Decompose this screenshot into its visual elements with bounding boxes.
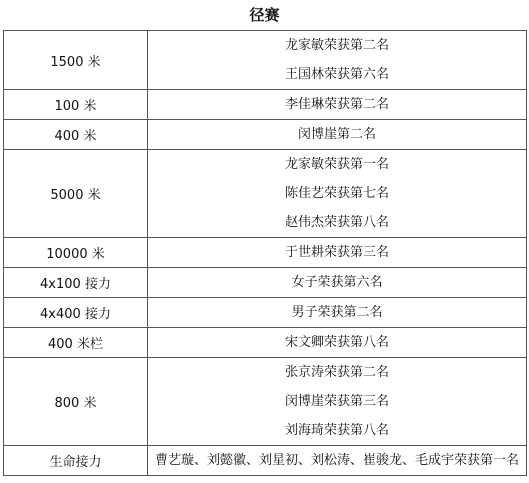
result-cell xyxy=(148,298,527,328)
event-cell: 100 米 xyxy=(4,90,148,120)
result-line: 龙家敏荣获第一名 xyxy=(284,157,389,172)
result-line: 曹艺璇、刘懿徽、刘星初、刘松涛、崔骏龙、毛成宇荣获第一名 xyxy=(154,453,519,468)
result-cell xyxy=(148,31,527,90)
result-cell xyxy=(148,120,527,150)
result-line: 王国林荣获第六名 xyxy=(284,67,389,82)
table-row xyxy=(4,150,527,238)
event-cell: 400 米栏 xyxy=(4,328,148,358)
event-cell: 生命接力 xyxy=(4,446,148,476)
result-line: 李佳琳荣获第二名 xyxy=(284,97,389,112)
table-row xyxy=(4,31,527,90)
result-line: 陈佳艺荣获第七名 xyxy=(284,186,389,201)
event-cell: 400 米 xyxy=(4,120,148,150)
result-cell xyxy=(148,328,527,358)
event-cell: 1500 米 xyxy=(4,31,148,90)
event-cell: 10000 米 xyxy=(4,238,148,268)
table-row xyxy=(4,120,527,150)
table-row xyxy=(4,90,527,120)
results-table xyxy=(3,30,527,476)
result-line: 赵伟杰荣获第八名 xyxy=(284,215,389,230)
section-title: 径赛 xyxy=(249,6,280,24)
result-line: 龙家敏荣获第二名 xyxy=(284,38,389,53)
result-line: 闵博崖荣获第三名 xyxy=(284,394,389,409)
event-cell: 800 米 xyxy=(4,358,148,446)
result-line: 刘海琦荣获第八名 xyxy=(284,423,389,438)
result-cell xyxy=(148,150,527,238)
table-row xyxy=(4,328,527,358)
result-line: 男子荣获第二名 xyxy=(291,305,383,320)
result-line: 女子荣获第六名 xyxy=(291,275,383,290)
result-cell xyxy=(148,238,527,268)
result-cell xyxy=(148,446,527,476)
table-row xyxy=(4,446,527,476)
result-line: 闵博崖第二名 xyxy=(297,127,376,142)
result-cell xyxy=(148,358,527,446)
result-line: 宋文卿荣获第八名 xyxy=(284,335,389,350)
event-cell: 5000 米 xyxy=(4,150,148,238)
result-line: 于世耕荣获第三名 xyxy=(284,245,389,260)
event-cell: 4x400 接力 xyxy=(4,298,148,328)
result-cell xyxy=(148,90,527,120)
table-row xyxy=(4,358,527,446)
table-row xyxy=(4,298,527,328)
result-cell xyxy=(148,268,527,298)
table-row xyxy=(4,268,527,298)
table-row xyxy=(4,238,527,268)
event-cell: 4x100 接力 xyxy=(4,268,148,298)
result-line: 张京涛荣获第二名 xyxy=(284,365,389,380)
